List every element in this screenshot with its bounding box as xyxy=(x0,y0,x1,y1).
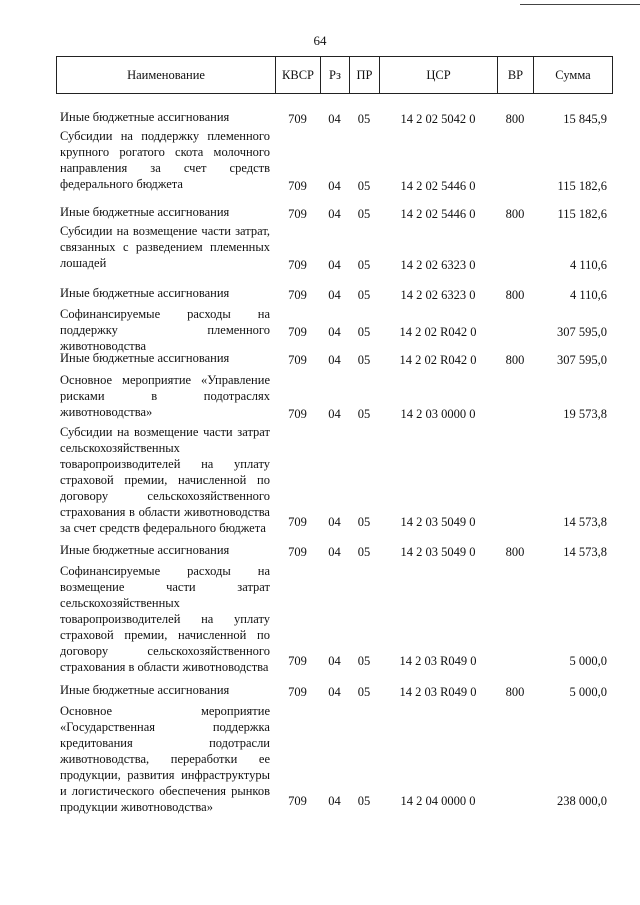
cell-kvsr: 709 xyxy=(288,353,307,367)
cell-kvsr: 709 xyxy=(288,288,307,302)
cell-kvsr: 709 xyxy=(288,545,307,559)
row-values xyxy=(56,793,613,809)
cell-pr: 05 xyxy=(357,112,371,126)
page-number: 64 xyxy=(313,33,327,48)
cell-sum: 15 845,9 xyxy=(563,112,607,126)
cell-rz: 04 xyxy=(328,288,341,302)
row-values xyxy=(56,287,613,303)
table-row xyxy=(56,306,613,353)
table-row xyxy=(56,703,613,814)
cell-vr: 800 xyxy=(505,545,525,559)
cell-pr: 05 xyxy=(357,515,371,529)
header-pr: ПР xyxy=(350,57,380,93)
cell-rz: 04 xyxy=(328,515,341,529)
cell-rz: 04 xyxy=(328,112,341,126)
row-values xyxy=(56,206,613,222)
cell-csr: 14 2 03 R049 0 xyxy=(399,654,477,668)
row-name: Иные бюджетные ассигнования xyxy=(60,286,230,300)
header-rz: Рз xyxy=(321,57,350,93)
cell-rz: 04 xyxy=(328,207,341,221)
table-row xyxy=(56,128,613,194)
row-name: Субсидии на поддержку племенного крупного рогатого скота молочного направления за счет средств федерального бюджета xyxy=(60,129,270,191)
table-row xyxy=(56,372,613,422)
cell-csr: 14 2 02 6323 0 xyxy=(400,258,476,272)
cell-pr: 05 xyxy=(357,179,371,193)
row-name: Иные бюджетные ассигнования xyxy=(60,683,230,697)
cell-pr: 05 xyxy=(357,685,371,699)
row-values xyxy=(56,324,613,340)
table-row xyxy=(56,204,613,222)
row-values xyxy=(56,684,613,700)
header-vr: ВР xyxy=(498,57,534,93)
cell-kvsr: 709 xyxy=(288,685,307,699)
table-row xyxy=(56,563,613,674)
cell-sum: 5 000,0 xyxy=(569,654,607,668)
table-row xyxy=(56,285,613,303)
cell-csr: 14 2 02 R042 0 xyxy=(399,353,477,367)
cell-vr: 800 xyxy=(505,353,525,367)
cell-sum: 307 595,0 xyxy=(557,325,607,339)
row-name: Субсидии на возмещение части затрат, связанных с разведением племенных лошадей xyxy=(60,224,270,270)
cell-sum: 14 573,8 xyxy=(563,545,607,559)
cell-pr: 05 xyxy=(357,654,371,668)
cell-sum: 115 182,6 xyxy=(557,179,607,193)
header-kvsr: КВСР xyxy=(276,57,321,93)
cell-sum: 19 573,8 xyxy=(563,407,607,421)
cell-pr: 05 xyxy=(357,258,371,272)
cell-kvsr: 709 xyxy=(288,258,307,272)
cell-csr: 14 2 04 0000 0 xyxy=(400,794,476,808)
row-values xyxy=(56,406,613,422)
cell-csr: 14 2 03 5049 0 xyxy=(400,545,476,559)
cell-rz: 04 xyxy=(328,654,341,668)
cell-csr: 14 2 02 6323 0 xyxy=(400,288,476,302)
cell-csr: 14 2 02 5042 0 xyxy=(400,112,476,126)
cell-kvsr: 709 xyxy=(288,325,307,339)
table-row xyxy=(56,109,613,127)
cell-rz: 04 xyxy=(328,258,341,272)
header-sum: Сумма xyxy=(555,67,591,82)
cell-kvsr: 709 xyxy=(288,112,307,126)
cell-rz: 04 xyxy=(328,325,341,339)
cell-sum: 14 573,8 xyxy=(563,515,607,529)
cell-pr: 05 xyxy=(357,407,371,421)
cell-pr: 05 xyxy=(357,545,371,559)
row-name: Иные бюджетные ассигнования xyxy=(60,351,230,365)
row-name: Софинансируемые расходы на поддержку племенного животноводства xyxy=(60,307,270,353)
cell-sum: 115 182,6 xyxy=(557,207,607,221)
table-row xyxy=(56,424,613,535)
cell-csr: 14 2 02 5446 0 xyxy=(400,179,476,193)
cell-sum: 5 000,0 xyxy=(569,685,607,699)
cell-pr: 05 xyxy=(357,207,371,221)
table-row xyxy=(56,682,613,700)
table-row xyxy=(56,542,613,560)
cell-sum: 307 595,0 xyxy=(557,353,607,367)
cell-csr: 14 2 02 R042 0 xyxy=(399,325,477,339)
table-header xyxy=(56,56,613,94)
cell-sum: 4 110,6 xyxy=(569,288,607,302)
cell-csr: 14 2 03 0000 0 xyxy=(400,407,476,421)
row-values xyxy=(56,653,613,669)
cell-kvsr: 709 xyxy=(288,207,307,221)
row-values xyxy=(56,544,613,560)
row-values xyxy=(56,257,613,273)
cell-rz: 04 xyxy=(328,353,341,367)
cell-rz: 04 xyxy=(328,794,341,808)
cell-rz: 04 xyxy=(328,685,341,699)
row-values xyxy=(56,111,613,127)
row-name: Субсидии на возмещение части затрат сельскохозяйственных товаропроизводителей на уплату страховой премии, начисленной по договору сельскохозяйственного страхования в области животноводства за счет средств федерального бюджета xyxy=(60,425,270,535)
row-name: Основное мероприятие «Государственная поддержка кредитования подотрасли животноводства, переработки ее продукции, развития инфраструктуры и логистического обеспечения рынков продукции животноводства» xyxy=(60,704,270,814)
cell-pr: 05 xyxy=(357,325,371,339)
row-values xyxy=(56,178,613,194)
cell-pr: 05 xyxy=(357,353,371,367)
cell-rz: 04 xyxy=(328,407,341,421)
cell-csr: 14 2 03 R049 0 xyxy=(399,685,477,699)
cell-vr: 800 xyxy=(505,112,525,126)
cell-csr: 14 2 02 5446 0 xyxy=(400,207,476,221)
table-row xyxy=(56,350,613,368)
row-values xyxy=(56,352,613,368)
cell-vr: 800 xyxy=(505,288,525,302)
cell-pr: 05 xyxy=(357,288,371,302)
cell-kvsr: 709 xyxy=(288,179,307,193)
cell-kvsr: 709 xyxy=(288,407,307,421)
row-name: Иные бюджетные ассигнования xyxy=(60,205,230,219)
row-values xyxy=(56,514,613,530)
cell-sum: 4 110,6 xyxy=(569,258,607,272)
cell-kvsr: 709 xyxy=(288,794,307,808)
cell-sum: 238 000,0 xyxy=(557,794,607,808)
cell-rz: 04 xyxy=(328,179,341,193)
row-name: Софинансируемые расходы на возмещение части затрат сельскохозяйственных товаропроизводителей на уплату страховой премии, начисленной по договору сельскохозяйственного страхования в области животноводства xyxy=(60,564,270,674)
cell-csr: 14 2 03 5049 0 xyxy=(400,515,476,529)
cell-vr: 800 xyxy=(505,685,525,699)
table-row xyxy=(56,223,613,273)
row-name: Иные бюджетные ассигнования xyxy=(60,543,230,557)
top-rule xyxy=(520,4,640,5)
row-name: Иные бюджетные ассигнования xyxy=(60,110,230,124)
header-name: Наименование xyxy=(57,57,276,93)
cell-kvsr: 709 xyxy=(288,654,307,668)
cell-rz: 04 xyxy=(328,545,341,559)
header-csr: ЦСР xyxy=(380,57,498,93)
cell-vr: 800 xyxy=(505,207,525,221)
cell-kvsr: 709 xyxy=(288,515,307,529)
cell-pr: 05 xyxy=(357,794,371,808)
row-name: Основное мероприятие «Управление рисками в подотраслях животноводства» xyxy=(60,373,270,419)
